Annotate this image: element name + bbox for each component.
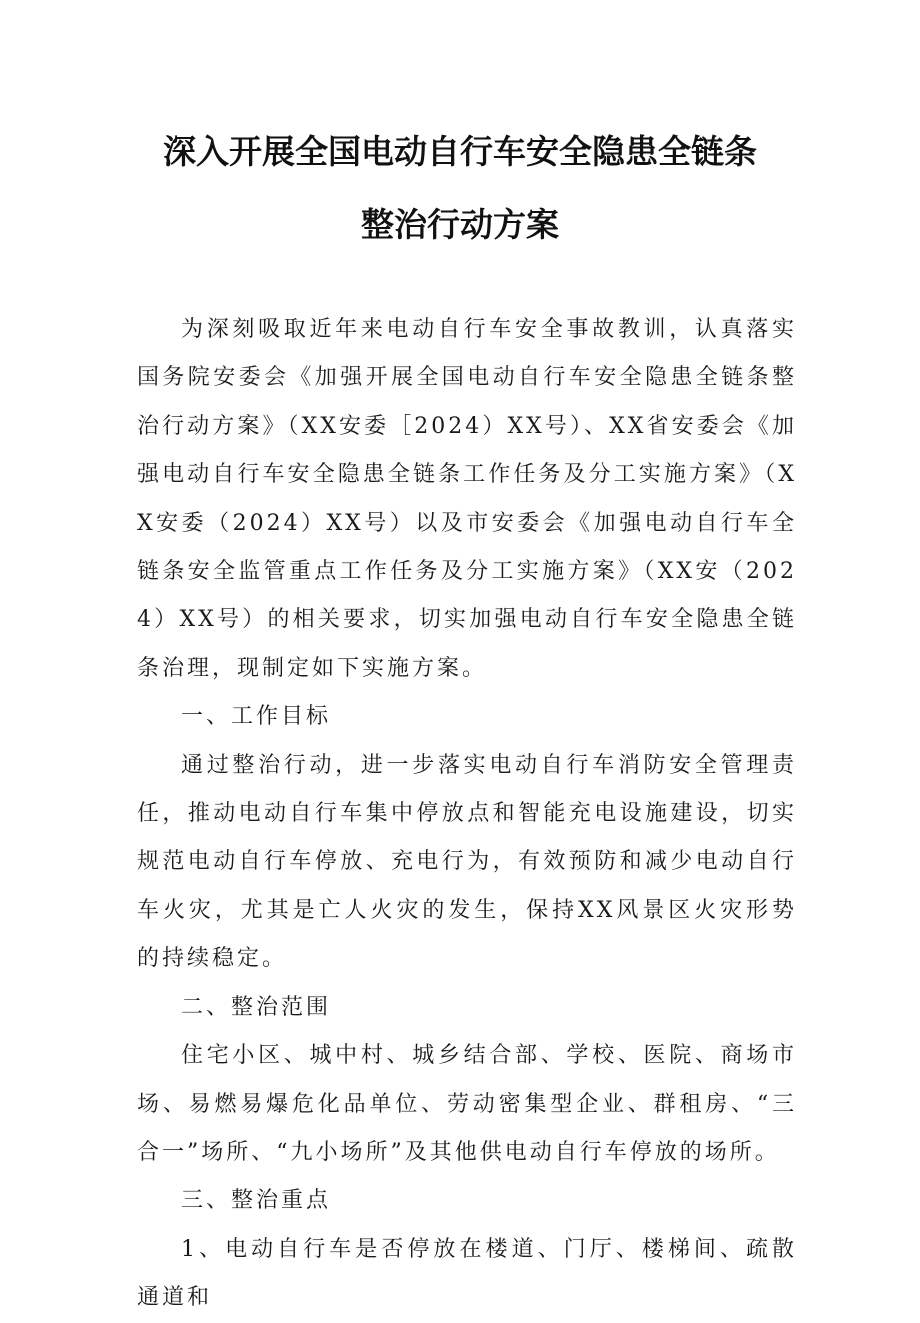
- scope-paragraph: 住宅小区、城中村、城乡结合部、学校、医院、商场市场、易燃易爆危化品单位、劳动密集型企业、群租房、“三合一”场所、“九小场所”及其他供电动自行车停放的场所。: [137, 1043, 797, 1165]
- focus-item-1: 1、电动自行车是否停放在楼道、门厅、楼梯间、疏散通道和: [137, 1236, 797, 1311]
- document-body: [137, 306, 797, 1323]
- section-heading-goals: 一、工作目标: [181, 704, 332, 730]
- section-heading-focus: 三、整治重点: [181, 1188, 332, 1214]
- goals-paragraph: 通过整治行动，进一步落实电动自行车消防安全管理责任，推动电动自行车集中停放点和智能充电设施建设，切实规范电动自行车停放、充电行为，有效预防和减少电动自行车火灾，尤其是亡人火灾的发生，保持XX风景区火灾形势的持续稳定。: [137, 752, 797, 972]
- intro-paragraph: 为深刻吸取近年来电动自行车安全事故教训，认真落实国务院安委会《加强开展全国电动自行车安全隐患全链条整治行动方案》（XX安委［2024）XX号）、XX省安委会《加强电动自行车安全隐患全链条工作任务及分工实施方案》（XX安委（2024）XX号）以及市安委会《加强电动自行车全链条安全监管重点工作任务及分工实施方案》（XX安（2024）XX号）的相关要求，切实加强电动自行车安全隐患全链条治理，现制定如下实施方案。: [137, 317, 797, 681]
- section-heading-scope: 二、整治范围: [181, 994, 332, 1020]
- document-title-line-1: 深入开展全国电动自行车安全隐患全链条: [163, 132, 757, 171]
- document-title-line-2: 整治行动方案: [361, 205, 559, 244]
